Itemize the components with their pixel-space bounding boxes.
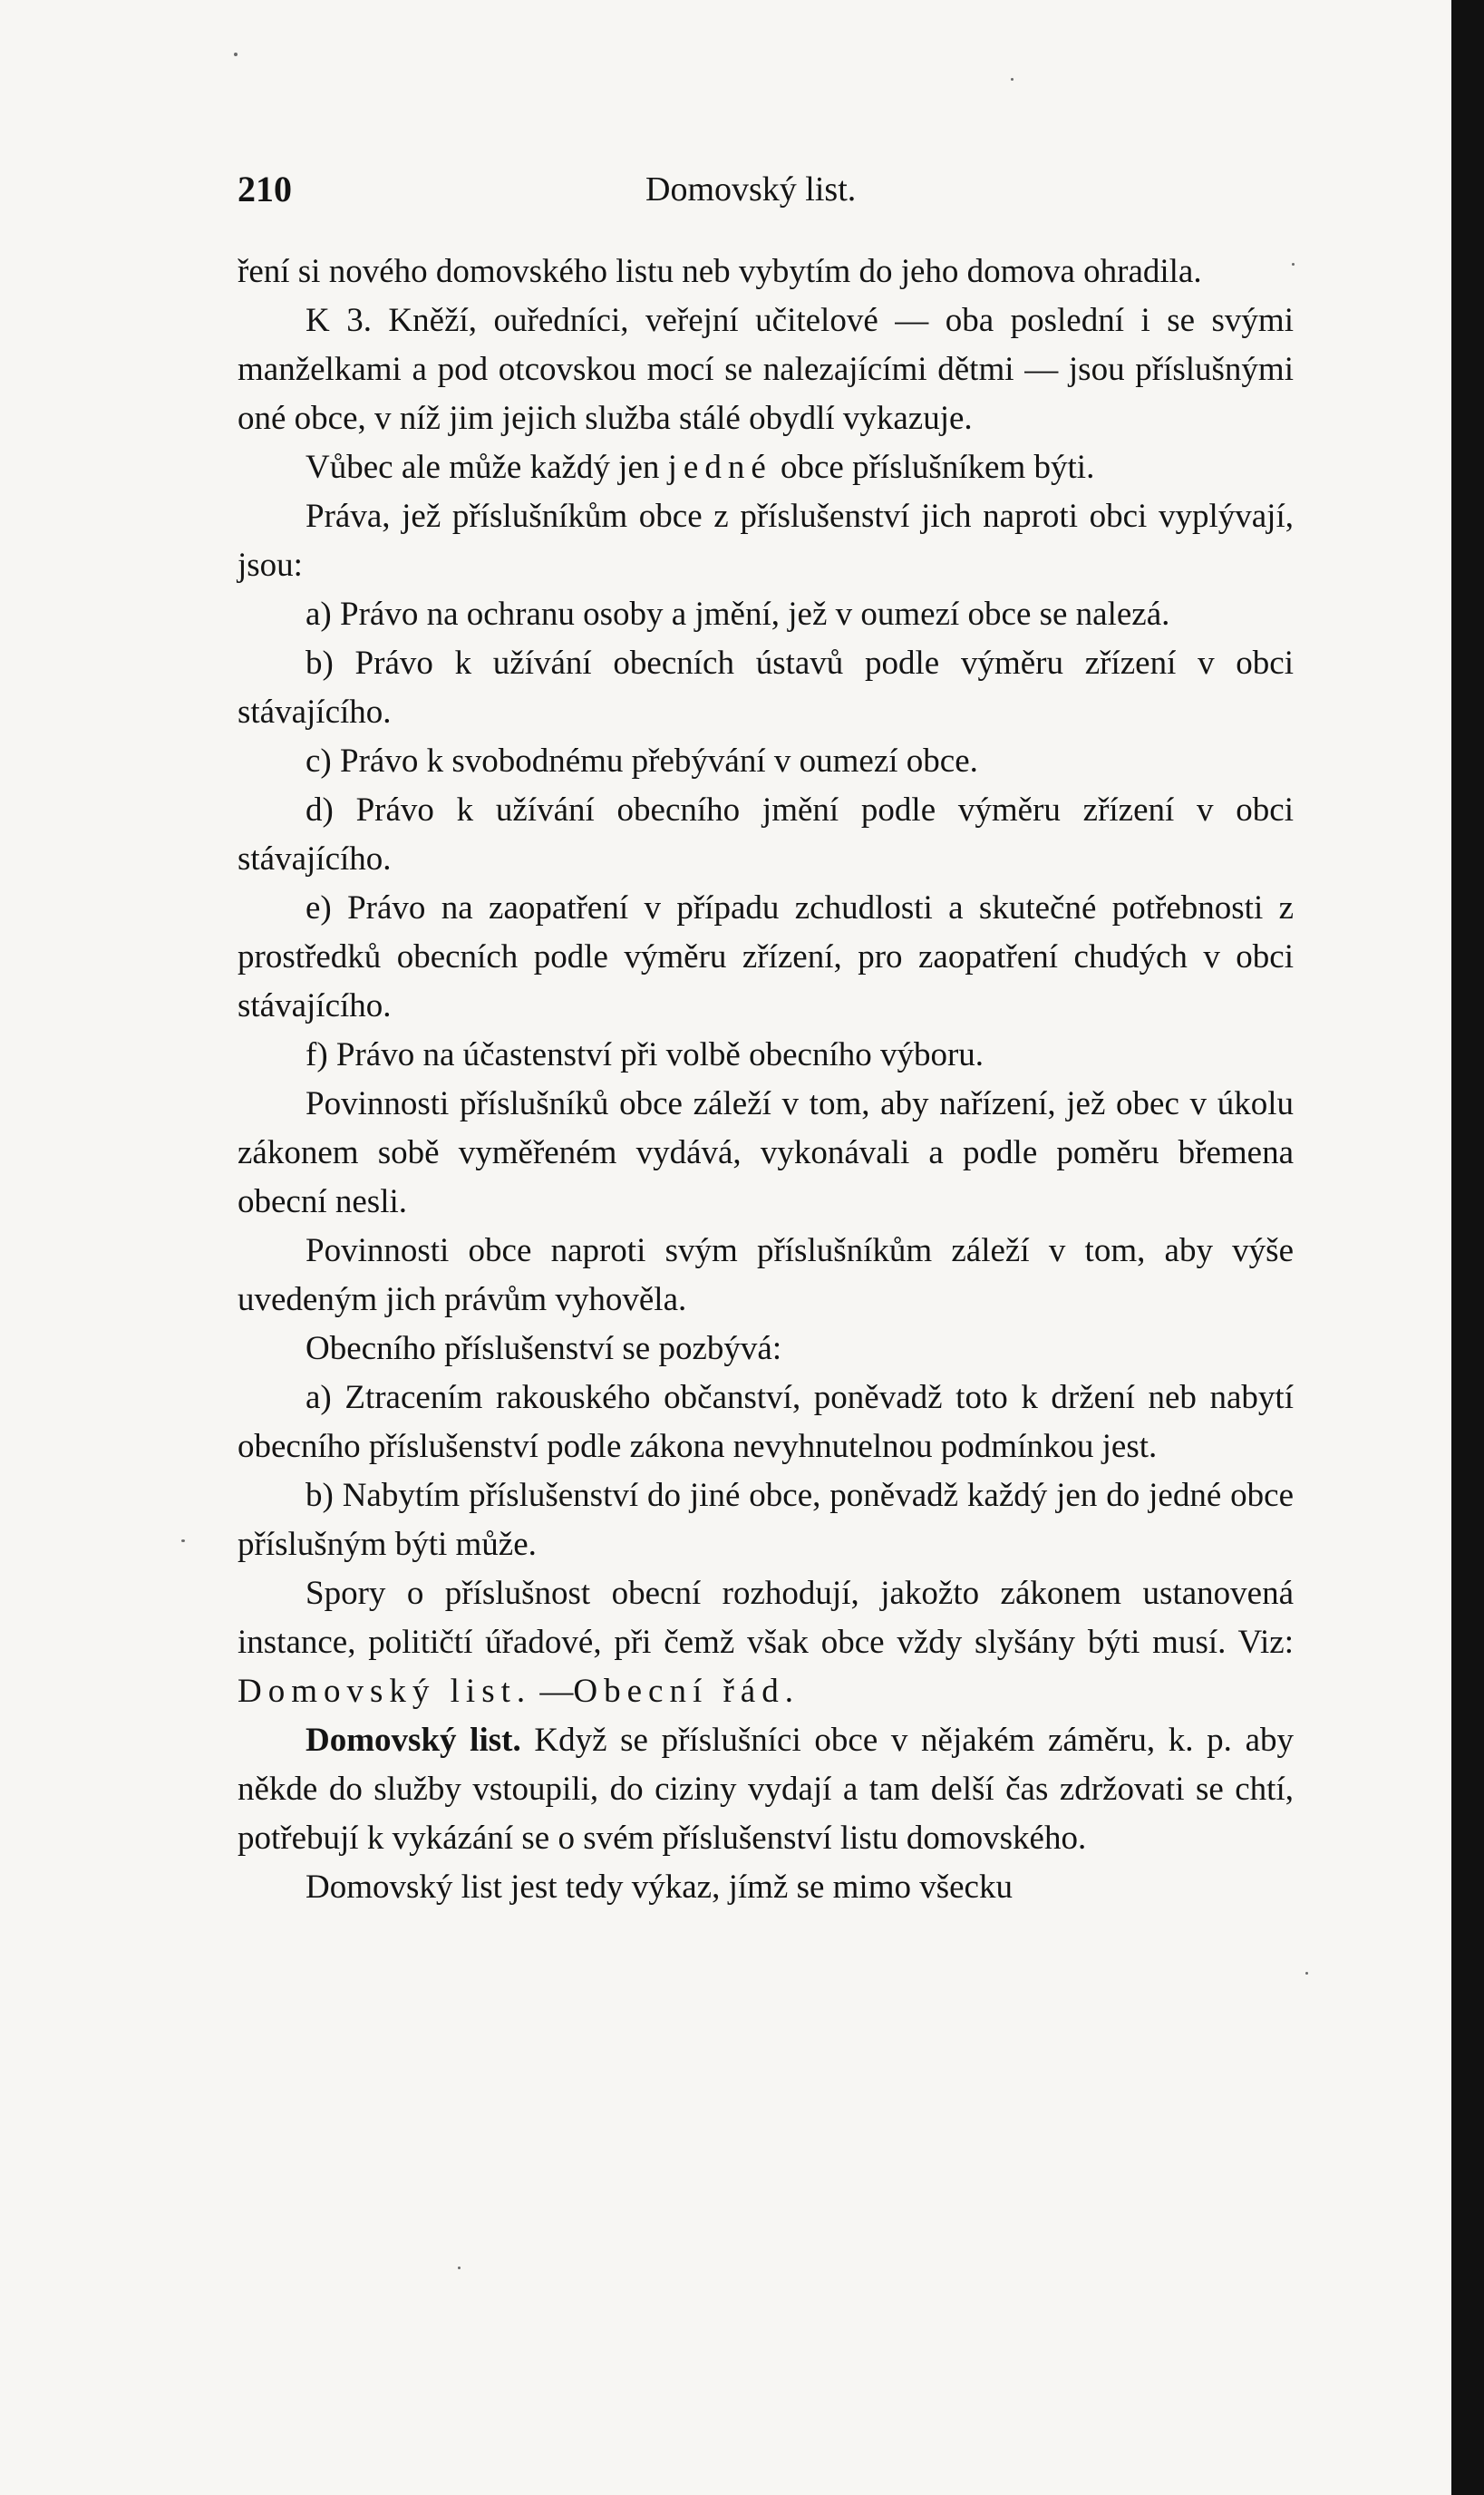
spaced-text: Domovský list. xyxy=(238,1673,532,1710)
spaced-text: Obecní řád. xyxy=(573,1673,800,1710)
paragraph xyxy=(238,1716,1294,1863)
paragraph xyxy=(238,1325,1294,1374)
speck xyxy=(1305,1972,1308,1975)
text-run: Domovský list jest tedy výkaz, jímž se mimo všecku xyxy=(306,1869,1013,1906)
paragraph xyxy=(238,884,1294,1031)
paragraph xyxy=(238,639,1294,737)
speck xyxy=(234,53,238,56)
text-run: Spory o příslušnost obecní rozhodují, jakožto zákonem ustanovená instance, političtí úřadové, při čemž však obce vždy slyšány býti musí. Viz: xyxy=(238,1575,1294,1661)
text-run: e) Právo na zaopatření v případu zchudlosti a skutečné potřebnosti z prostředků obecních podle výměru zřízení, pro zaopatření chudých v obci stávajícího. xyxy=(238,889,1294,1024)
text-run: K 3. Kněží, ouředníci, veřejní učitelové — oba poslední i se svými manželkami a pod otcovskou mocí se nalezajícími dětmi — jsou příslušnými oné obce, v níž jim jejich služba stálé obydlí vykazuje. xyxy=(238,302,1294,437)
paragraph xyxy=(238,248,1294,296)
text-run: Obecního příslušenství se pozbývá: xyxy=(306,1330,782,1367)
paragraph xyxy=(238,296,1294,443)
paragraph xyxy=(238,1863,1294,1912)
entry-term: Domovský list. xyxy=(306,1722,521,1759)
paragraph xyxy=(238,1080,1294,1227)
text-run: f) Právo na účastenství při volbě obecního výboru. xyxy=(306,1036,984,1073)
paragraph xyxy=(238,1374,1294,1471)
text-run: Vůbec ale může každý jen xyxy=(306,449,668,486)
page-number: 210 xyxy=(238,169,292,209)
text-run: — xyxy=(531,1673,574,1710)
text-run: Práva, jež příslušníkům obce z příslušenství jich naproti obci vyplývají, jsou: xyxy=(238,498,1294,584)
running-title: Domovský list. xyxy=(645,170,857,209)
text-run: b) Právo k užívání obecních ústavů podle výměru zřízení v obci stávajícího. xyxy=(238,645,1294,731)
paragraph xyxy=(238,786,1294,884)
spaced-text: jedné xyxy=(667,449,772,486)
text-run: obce příslušníkem býti. xyxy=(771,449,1095,486)
text-run: c) Právo k svobodnému přebývání v oumezí obce. xyxy=(306,743,978,780)
speck xyxy=(458,2267,461,2269)
paragraph xyxy=(238,1471,1294,1569)
paragraph xyxy=(238,1569,1294,1716)
text-run: Když se příslušníci obce v nějakém záměru, k. p. aby někde do služby vstoupili, do ciziny vydají a tam delší čas zdržovati se chtí, potřebují k vykázání se o svém příslušenství listu domovského. xyxy=(238,1722,1294,1857)
text-run: ření si nového domovského listu neb vybytím do jeho domova ohradila. xyxy=(238,253,1202,290)
text-run: a) Ztracením rakouského občanství, poněvadž toto k držení neb nabytí obecního příslušenství podle zákona nevyhnutelnou podmínkou jest. xyxy=(238,1379,1294,1465)
page-header xyxy=(238,168,1294,222)
paragraph xyxy=(238,443,1294,492)
text-run: d) Právo k užívání obecního jmění podle výměru zřízení v obci stávajícího. xyxy=(238,791,1294,878)
page-content xyxy=(238,168,1294,1912)
paragraph xyxy=(238,590,1294,639)
speck xyxy=(181,1539,185,1542)
text-run: b) Nabytím příslušenství do jiné obce, poněvadž každý jen do jedné obce příslušným býti může. xyxy=(238,1477,1294,1563)
text-run: Povinnosti obce naproti svým příslušníkům záleží v tom, aby výše uvedeným jich právům vyhověla. xyxy=(238,1232,1294,1318)
paragraph xyxy=(238,1031,1294,1080)
text-run: a) Právo na ochranu osoby a jmění, jež v oumezí obce se nalezá. xyxy=(306,596,1170,633)
scan-border xyxy=(1451,0,1484,2495)
paragraph xyxy=(238,1227,1294,1325)
body-text xyxy=(238,248,1294,1912)
paragraph xyxy=(238,492,1294,590)
speck xyxy=(1011,78,1014,81)
text-run: Povinnosti příslušníků obce záleží v tom, aby nařízení, jež obec v úkolu zákonem sobě vyměřeném vydává, vykonávali a podle poměru břemena obecní nesli. xyxy=(238,1085,1294,1220)
paragraph xyxy=(238,737,1294,786)
